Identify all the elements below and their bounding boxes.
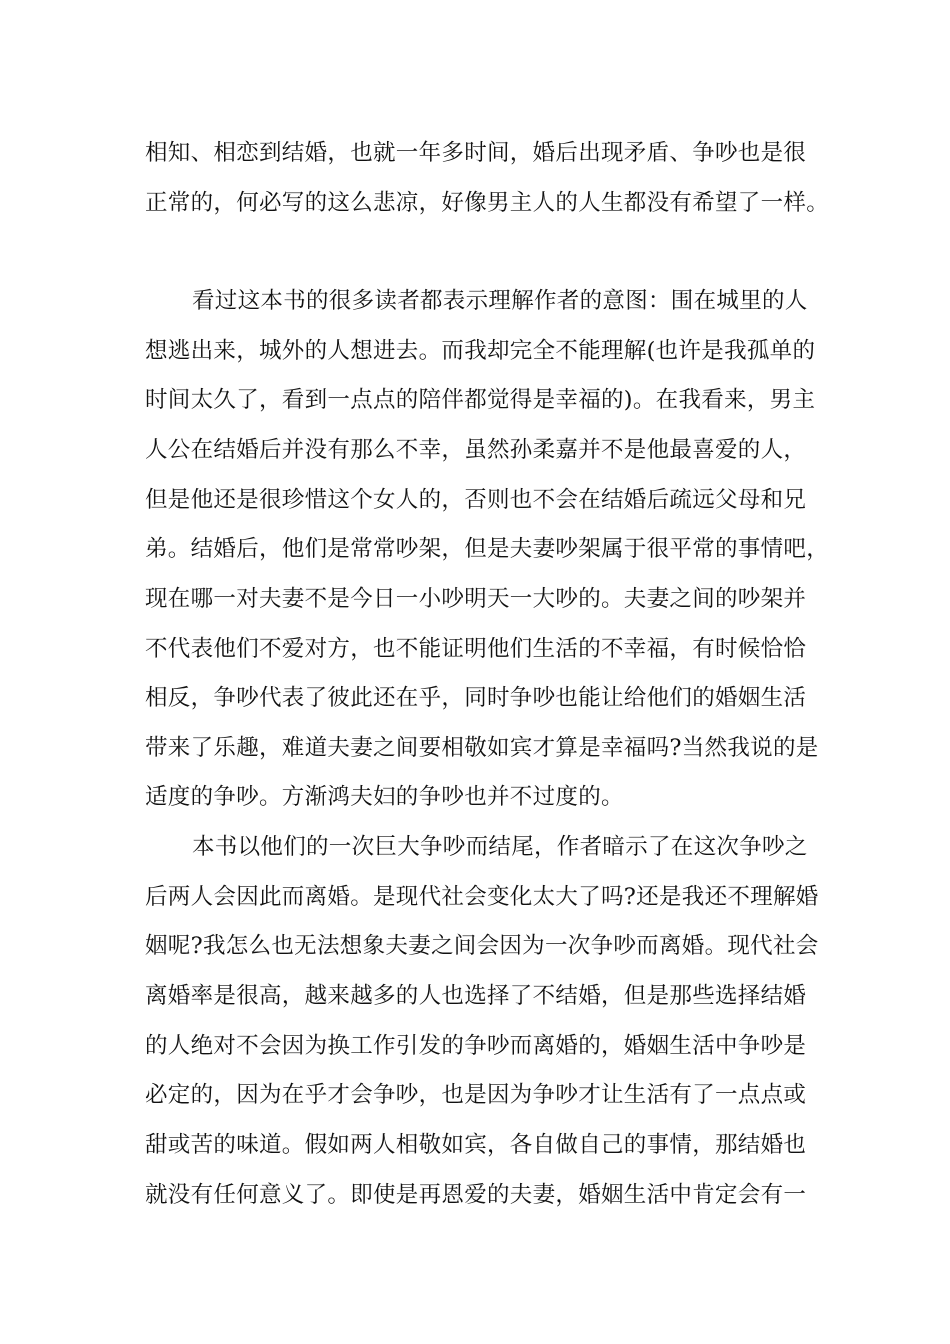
text-line: 相知、相恋到结婚，也就一年多时间，婚后出现矛盾、争吵也是很 bbox=[145, 140, 807, 166]
text-line: 的人绝对不会因为换工作引发的争吵而离婚的，婚姻生活中争吵是 bbox=[145, 1033, 807, 1059]
text-line: 姻呢?我怎么也无法想象夫妻之间会因为一次争吵而离婚。现代社会 bbox=[145, 933, 819, 959]
text-line: 正常的，何必写的这么悲凉，好像男主人的人生都没有希望了一样。 bbox=[145, 190, 830, 216]
text-line: 想逃出来，城外的人想进去。而我却完全不能理解(也许是我孤单的 bbox=[145, 338, 816, 364]
text-line: 时间太久了，看到一点点的陪伴都觉得是幸福的)。在我看来，男主 bbox=[145, 387, 816, 413]
text-line: 弟。结婚后，他们是常常吵架，但是夫妻吵架属于很平常的事情吧， bbox=[145, 536, 830, 562]
text-line: 相反，争吵代表了彼此还在乎，同时争吵也能让给他们的婚姻生活 bbox=[145, 685, 807, 711]
text-line: 必定的，因为在乎才会争吵，也是因为争吵才让生活有了一点点或 bbox=[145, 1082, 807, 1108]
text-line: 但是他还是很珍惜这个女人的，否则也不会在结婚后疏远父母和兄 bbox=[145, 487, 807, 513]
text-line: 现在哪一对夫妻不是今日一小吵明天一大吵的。夫妻之间的吵架并 bbox=[145, 586, 807, 612]
paragraph-first-line: 本书以他们的一次巨大争吵而结尾，作者暗示了在这次争吵之 bbox=[192, 834, 808, 860]
text-line: 人公在结婚后并没有那么不幸，虽然孙柔嘉并不是他最喜爱的人， bbox=[145, 437, 807, 463]
text-line: 适度的争吵。方渐鸿夫妇的争吵也并不过度的。 bbox=[145, 784, 624, 810]
text-line: 不代表他们不爱对方，也不能证明他们生活的不幸福，有时候恰恰 bbox=[145, 636, 807, 662]
text-line: 甜或苦的味道。假如两人相敬如宾，各自做自己的事情，那结婚也 bbox=[145, 1132, 807, 1158]
text-line: 带来了乐趣，难道夫妻之间要相敬如宾才算是幸福吗?当然我说的是 bbox=[145, 735, 819, 761]
text-line: 后两人会因此而离婚。是现代社会变化太大了吗?还是我还不理解婚 bbox=[145, 884, 819, 910]
text-line: 就没有任何意义了。即使是再恩爱的夫妻，婚姻生活中肯定会有一 bbox=[145, 1182, 807, 1208]
text-line: 离婚率是很高，越来越多的人也选择了不结婚，但是那些选择结婚 bbox=[145, 983, 807, 1009]
paragraph-first-line: 看过这本书的很多读者都表示理解作者的意图：围在城里的人 bbox=[192, 288, 808, 314]
